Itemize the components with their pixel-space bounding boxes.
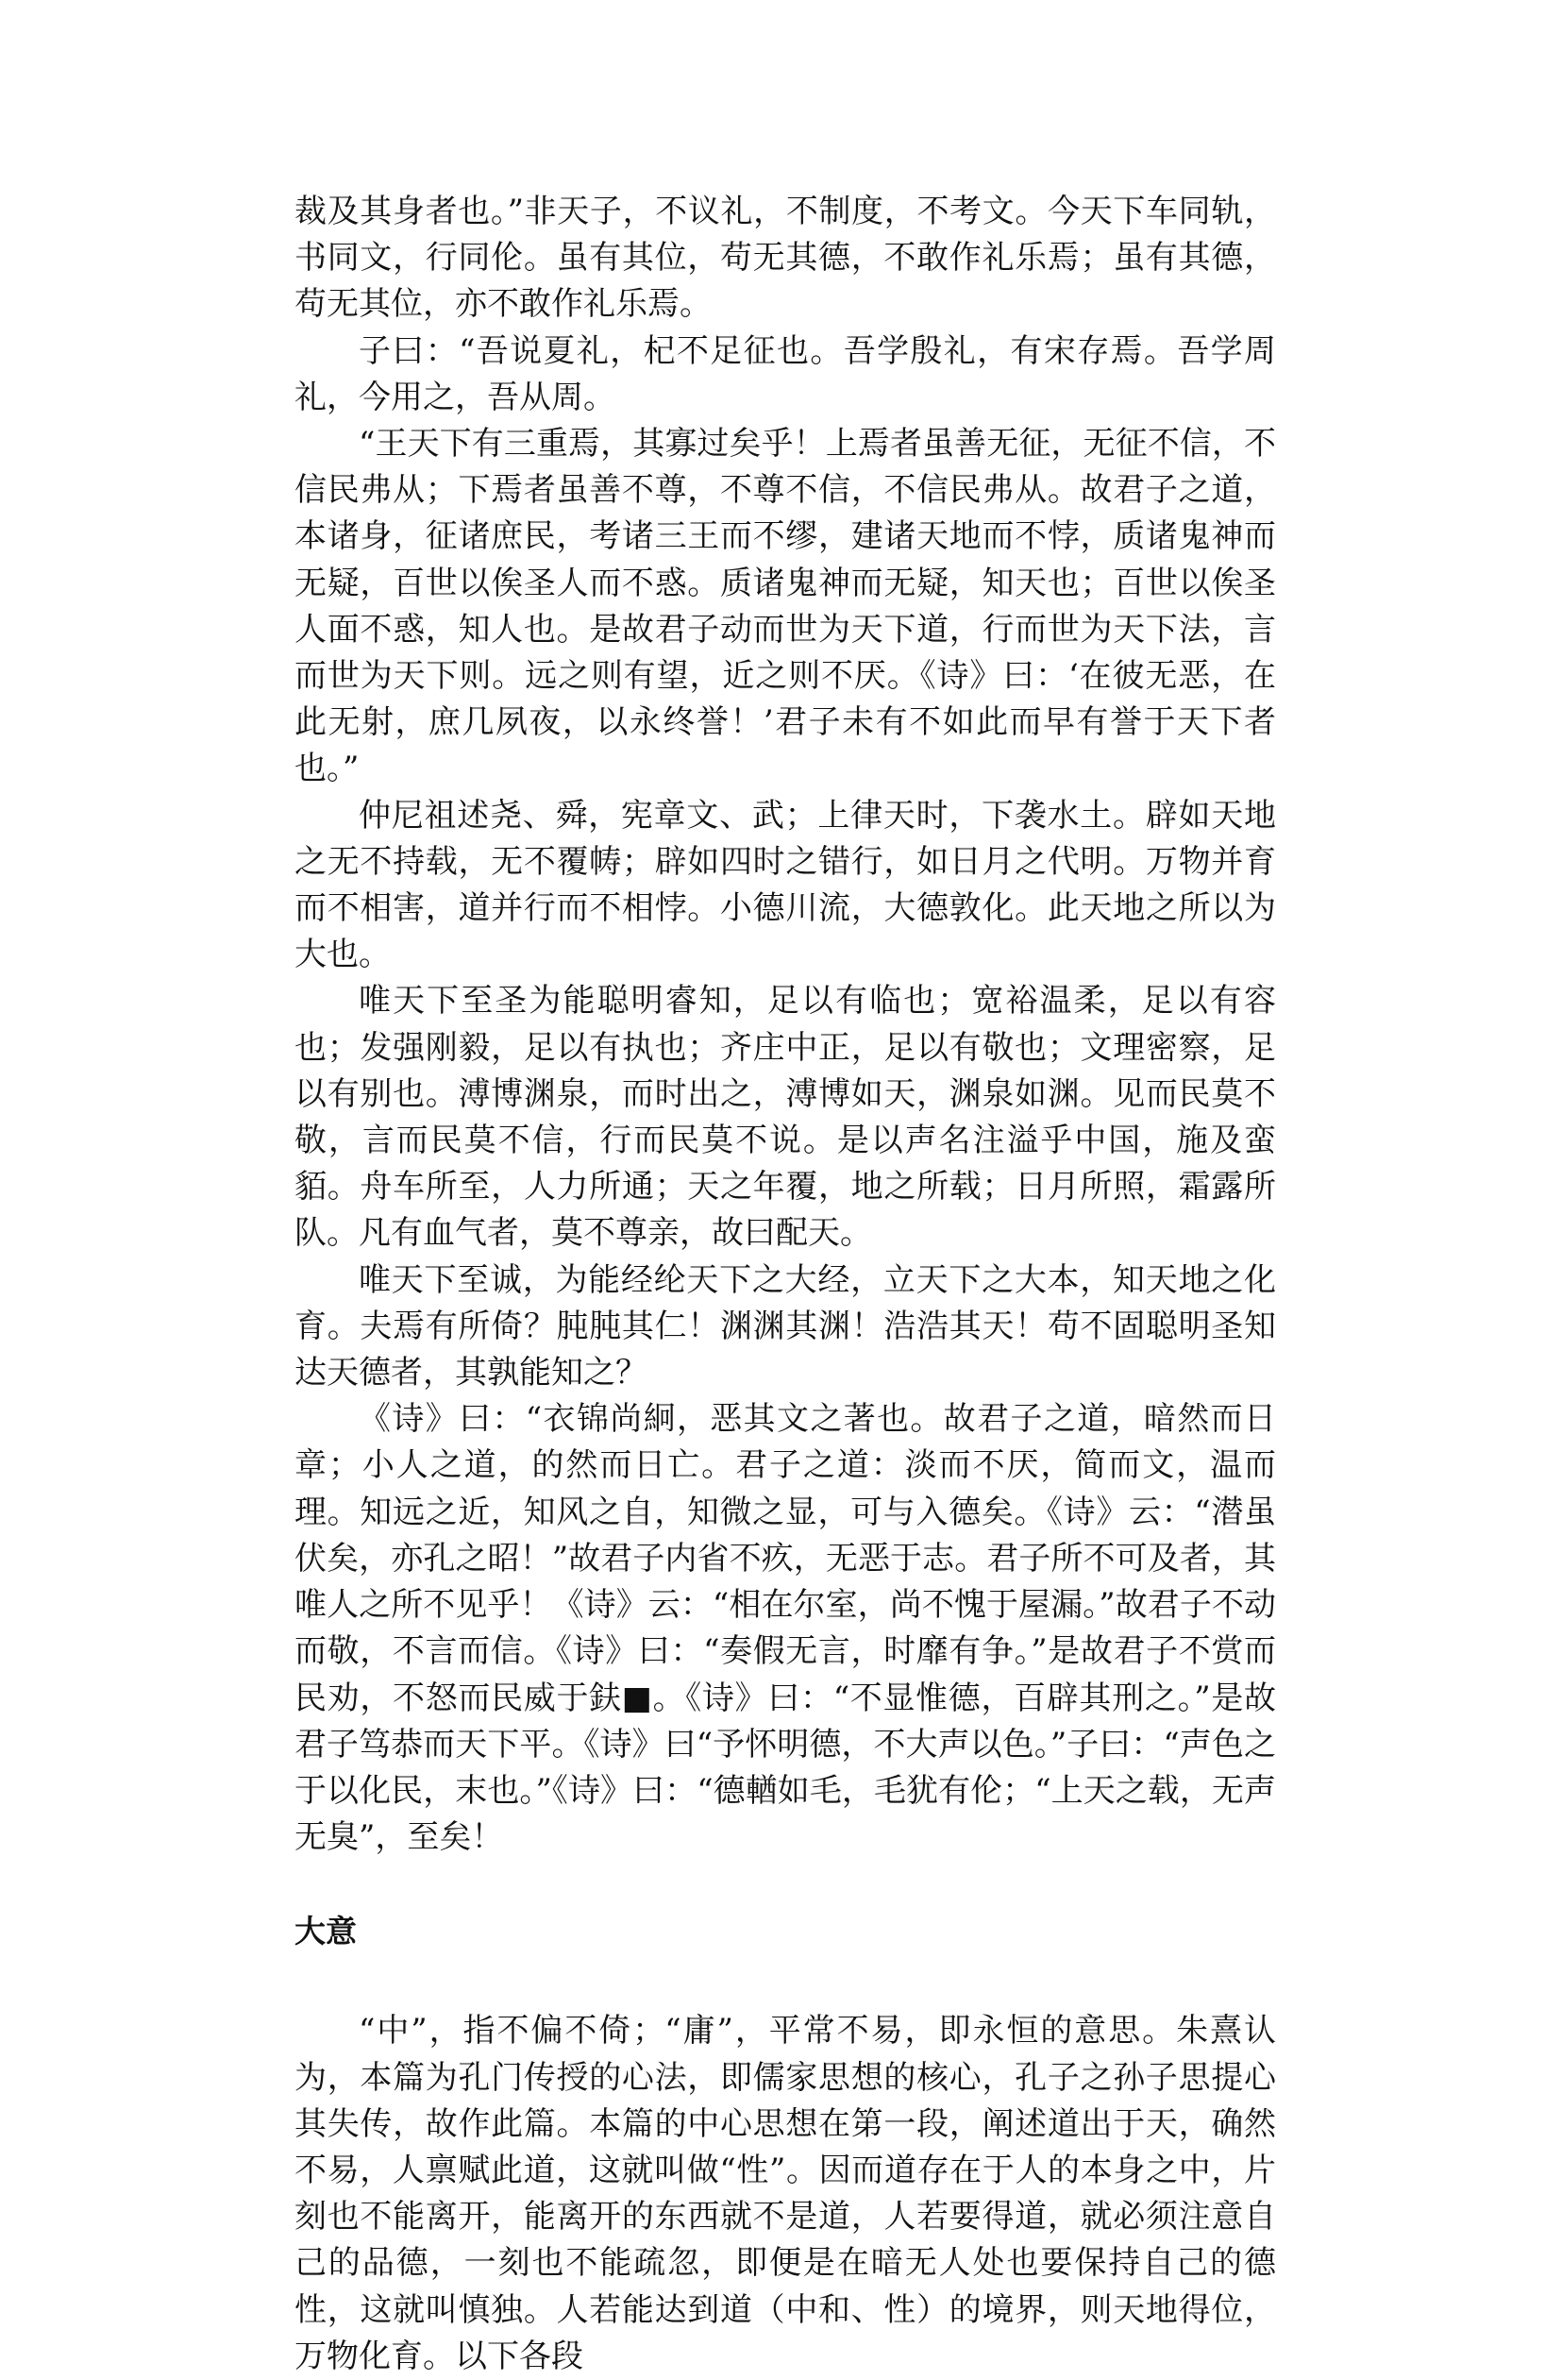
paragraph-6: 唯天下至诚，为能经纶天下之大经，立天下之大本，知天地之化育。夫焉有所倚？肫肫其仁！渊渊其渊！浩浩其天！苟不固聪明圣知达天德者，其孰能知之？ [294,1260,1276,1393]
paragraph-2: 子曰：“吾说夏礼，杞不足征也。吾学殷礼，有宋存焉。吾学周礼，今用之，吾从周。 [294,331,1276,416]
paragraph-4: 仲尼祖述尧、舜，宪章文、武；上律天时，下袭水土。辟如天地之无不持载，无不覆帱；辟如四时之错行，如日月之代明。万物并育而不相害，道并行而不相悖。小德川流，大德敦化。此天地之所以为大也。 [294,796,1276,974]
section-heading: 大意 [294,1913,357,1950]
section-paragraph: “中”，指不偏不倚；“庸”，平常不易，即永恒的意思。朱熹认为，本篇为孔门传授的心法，即儒家思想的核心，孔子之孙子思提心其失传，故作此篇。本篇的中心思想在第一段，阐述道出于天，确然不易，人禀赋此道，这就叫做“性”。因而道存在于人的本身之中，片刻也不能离开，能离开的东西就不是道，人若要得道，就必须注意自己的品德，一刻也不能疏忽，即便是在暗无人处也要保持自己的德性，这就叫慎独。人若能达到道（中和、性）的境界，则天地得位，万物化育。以下各段 [294,2012,1276,2375]
document-page [294,189,1276,2380]
paragraph-1: 裁及其身者也。”非天子，不议礼，不制度，不考文。今天下车同轨，书同文，行同伦。虽有其位，苟无其德，不敢作礼乐焉；虽有其德，苟无其位，亦不敢作礼乐焉。 [294,193,1276,324]
paragraph-5: 唯天下至圣为能聪明睿知，足以有临也；宽裕温柔，足以有容也；发强刚毅，足以有执也；齐庄中正，足以有敬也；文理密察，足以有别也。溥博渊泉，而时出之，溥博如天，渊泉如渊。见而民莫不敬，言而民莫不信，行而民莫不说。是以声名注溢乎中国，施及蛮貊。舟车所至，人力所通；天之年覆，地之所载；日月所照，霜露所队。凡有血气者，莫不尊亲，故曰配天。 [294,982,1276,1253]
paragraph-7: 《诗》曰：“衣锦尚絅，恶其文之著也。故君子之道，暗然而日章；小人之道，的然而日亡。君子之道：淡而不厌，简而文，温而理。知远之近，知风之自，知微之显，可与入德矣。《诗》云：“潜虽伏矣，亦孔之昭！”故君子内省不疚，无恶于志。君子所不可及者，其唯人之所不见乎！《诗》云：“相在尔室，尚不愧于屋漏。”故君子不动而敬，不言而信。《诗》曰：“奏假无言，时靡有争。”是故君子不赏而民劝，不怒而民威于鈇■。《诗》曰：“不显惟德，百辟其刑之。”是故君子笃恭而天下平。《诗》曰“予怀明德，不大声以色。”子曰：“声色之于以化民，末也。”《诗》曰：“德輶如毛，毛犹有伦；“上天之载，无声无臭”，至矣！ [294,1400,1276,1857]
paragraph-3: “王天下有三重焉，其寡过矣乎！上焉者虽善无征，无征不信，不信民弗从；下焉者虽善不尊，不尊不信，不信民弗从。故君子之道，本诸身，征诸庶民，考诸三王而不缪，建诸天地而不悖，质诸鬼神而无疑，百世以俟圣人而不惑。质诸鬼神而无疑，知天也；百世以俟圣人面不惑，知人也。是故君子动而世为天下道，行而世为天下法，言而世为天下则。远之则有望，近之则不厌。《诗》曰：‘在彼无恶，在此无射，庶几夙夜，以永终誉！’君子未有不如此而早有誉于天下者也。” [294,425,1276,788]
